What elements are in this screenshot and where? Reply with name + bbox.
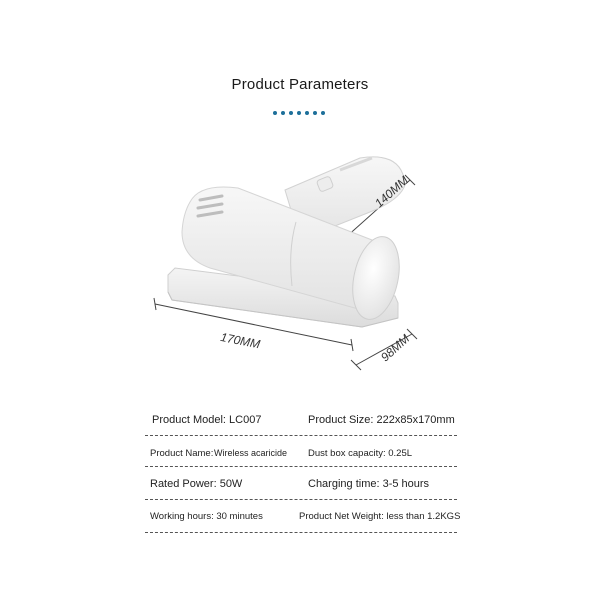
dot (289, 111, 293, 115)
dot (297, 111, 301, 115)
param-working-hours: Working hours: 30 minutes (150, 511, 263, 522)
param-dust-box: Dust box capacity: 0.25L (308, 448, 413, 459)
divider (145, 499, 457, 500)
divider (145, 435, 457, 436)
param-model: Product Model: LC007 (152, 414, 262, 426)
page-title: Product Parameters (231, 76, 369, 93)
title-dots (273, 111, 325, 115)
divider (145, 532, 457, 533)
dimension-label-height: 140MM (372, 173, 412, 211)
param-name-key: Product Name: (150, 448, 214, 459)
dot (313, 111, 317, 115)
dot (321, 111, 325, 115)
dimension-label-length: 170MM (219, 330, 262, 352)
param-net-weight: Product Net Weight: less than 1.2KGS (299, 511, 461, 522)
dot (281, 111, 285, 115)
param-name-value: Wireless acaricide (214, 448, 288, 458)
divider (145, 466, 457, 467)
param-rated-power: Rated Power: 50W (150, 478, 243, 490)
dot (273, 111, 277, 115)
dot (305, 111, 309, 115)
param-size: Product Size: 222x85x170mm (308, 414, 455, 426)
dimension-label-width: 98MM (378, 331, 413, 365)
param-charging-time: Charging time: 3-5 hours (308, 478, 430, 490)
